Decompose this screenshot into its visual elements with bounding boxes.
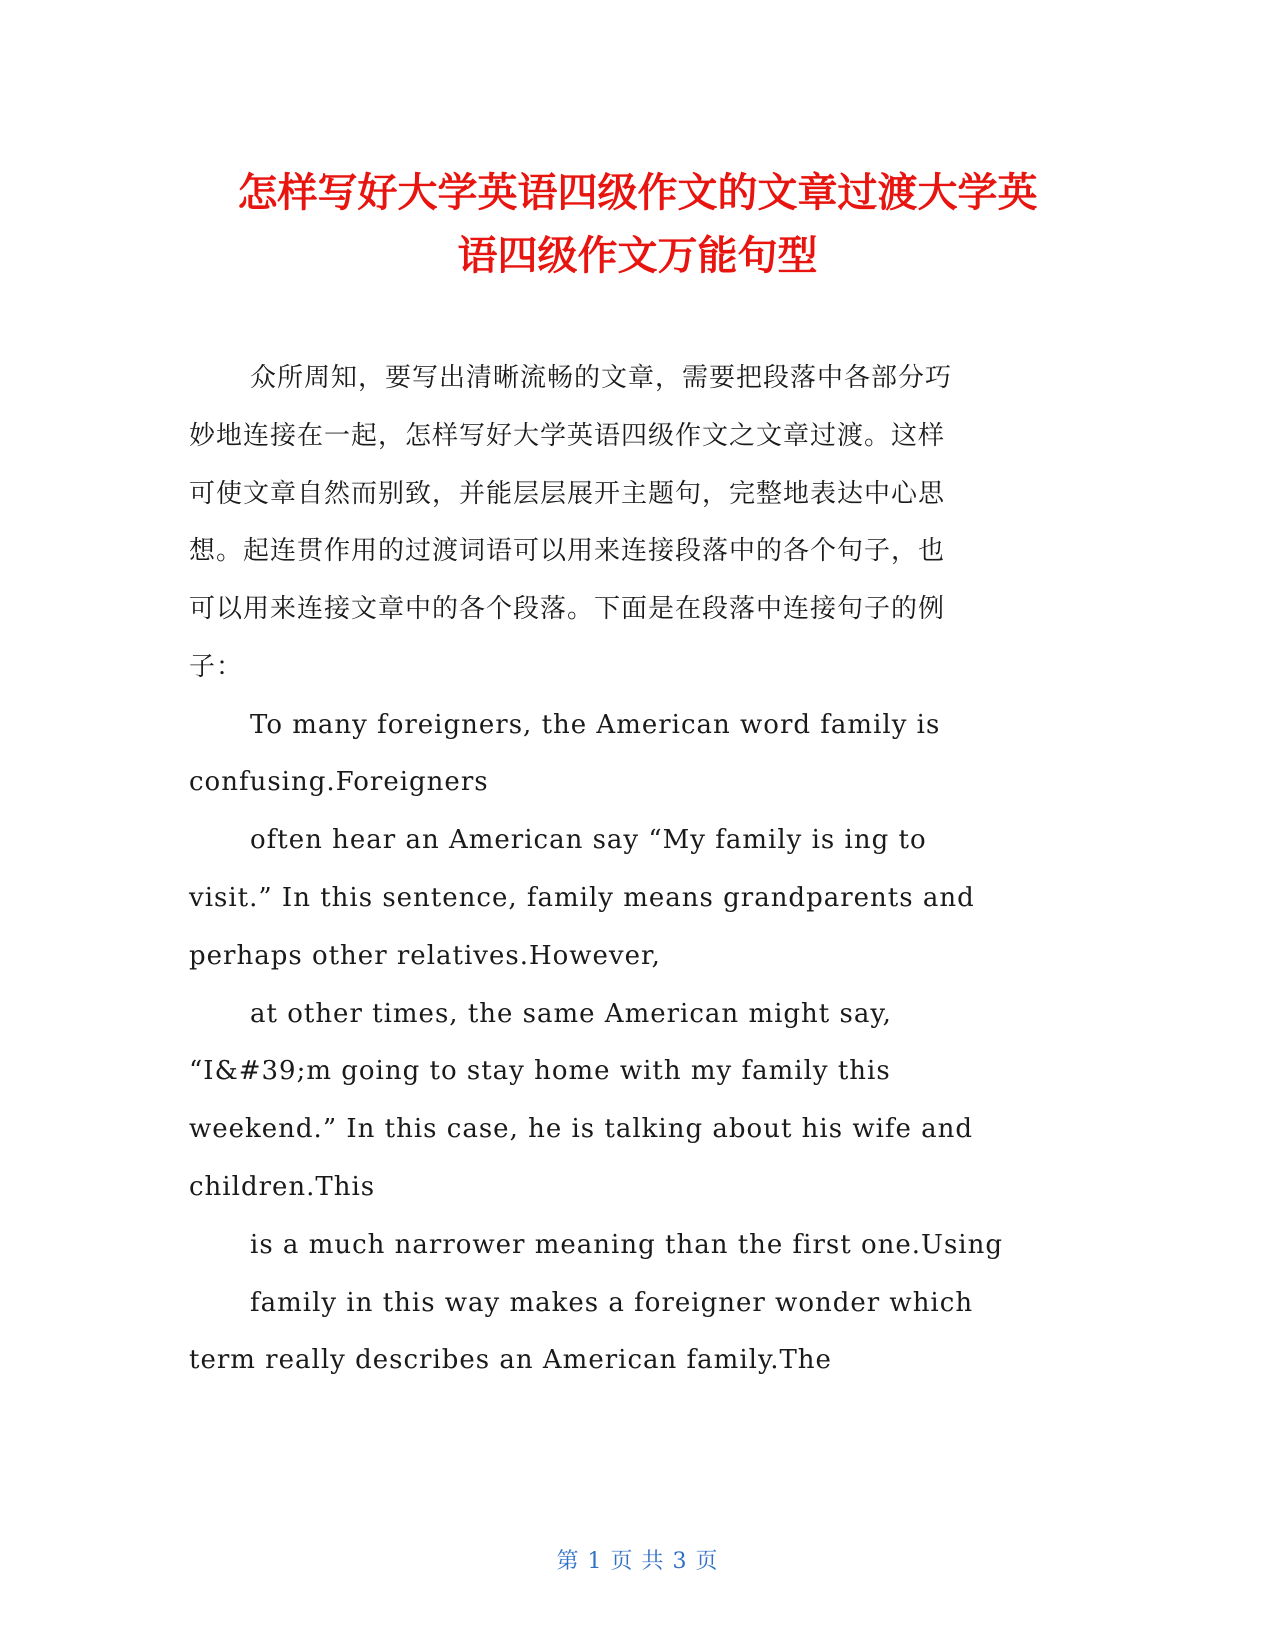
body-line: 众所周知，要写出清晰流畅的文章，需要把段落中各部分巧 [250, 363, 953, 393]
document-title-line-1: 怎样写好大学英语四级作文的文章过渡大学英 [237, 170, 1038, 216]
body-line: is a much narrower meaning than the first one.Using [250, 1230, 1003, 1260]
body-line: term really describes an American family.The [189, 1345, 832, 1375]
page-footer: 第 1 页 共 3 页 [556, 1549, 719, 1574]
body-line: 子： [189, 652, 244, 682]
body-line: “I&#39;m going to stay home with my family this [189, 1056, 891, 1086]
body-line: visit.” In this sentence, family means grandparents and [189, 883, 975, 913]
body-line: perhaps other relatives.However, [189, 941, 661, 971]
body-line: confusing.Foreigners [189, 767, 489, 797]
body-line: at other times, the same American might say, [250, 999, 892, 1029]
body-line: 想。起连贯作用的过渡词语可以用来连接段落中的各个句子，也 [189, 536, 946, 566]
body-line: 可以用来连接文章中的各个段落。下面是在段落中连接句子的例 [189, 594, 946, 624]
body-line: weekend.” In this case, he is talking about his wife and [189, 1114, 974, 1144]
body-line: family in this way makes a foreigner wonder which [250, 1288, 974, 1318]
body-line: 妙地连接在一起，怎样写好大学英语四级作文之文章过渡。这样 [189, 421, 946, 451]
body-line: To many foreigners, the American word family is [250, 710, 941, 740]
document-title-line-2: 语四级作文万能句型 [457, 233, 818, 279]
body-line: often hear an American say “My family is ing to [250, 825, 927, 855]
body-line: 可使文章自然而别致，并能层层展开主题句，完整地表达中心思 [189, 479, 946, 509]
body-line: children.This [189, 1172, 376, 1202]
